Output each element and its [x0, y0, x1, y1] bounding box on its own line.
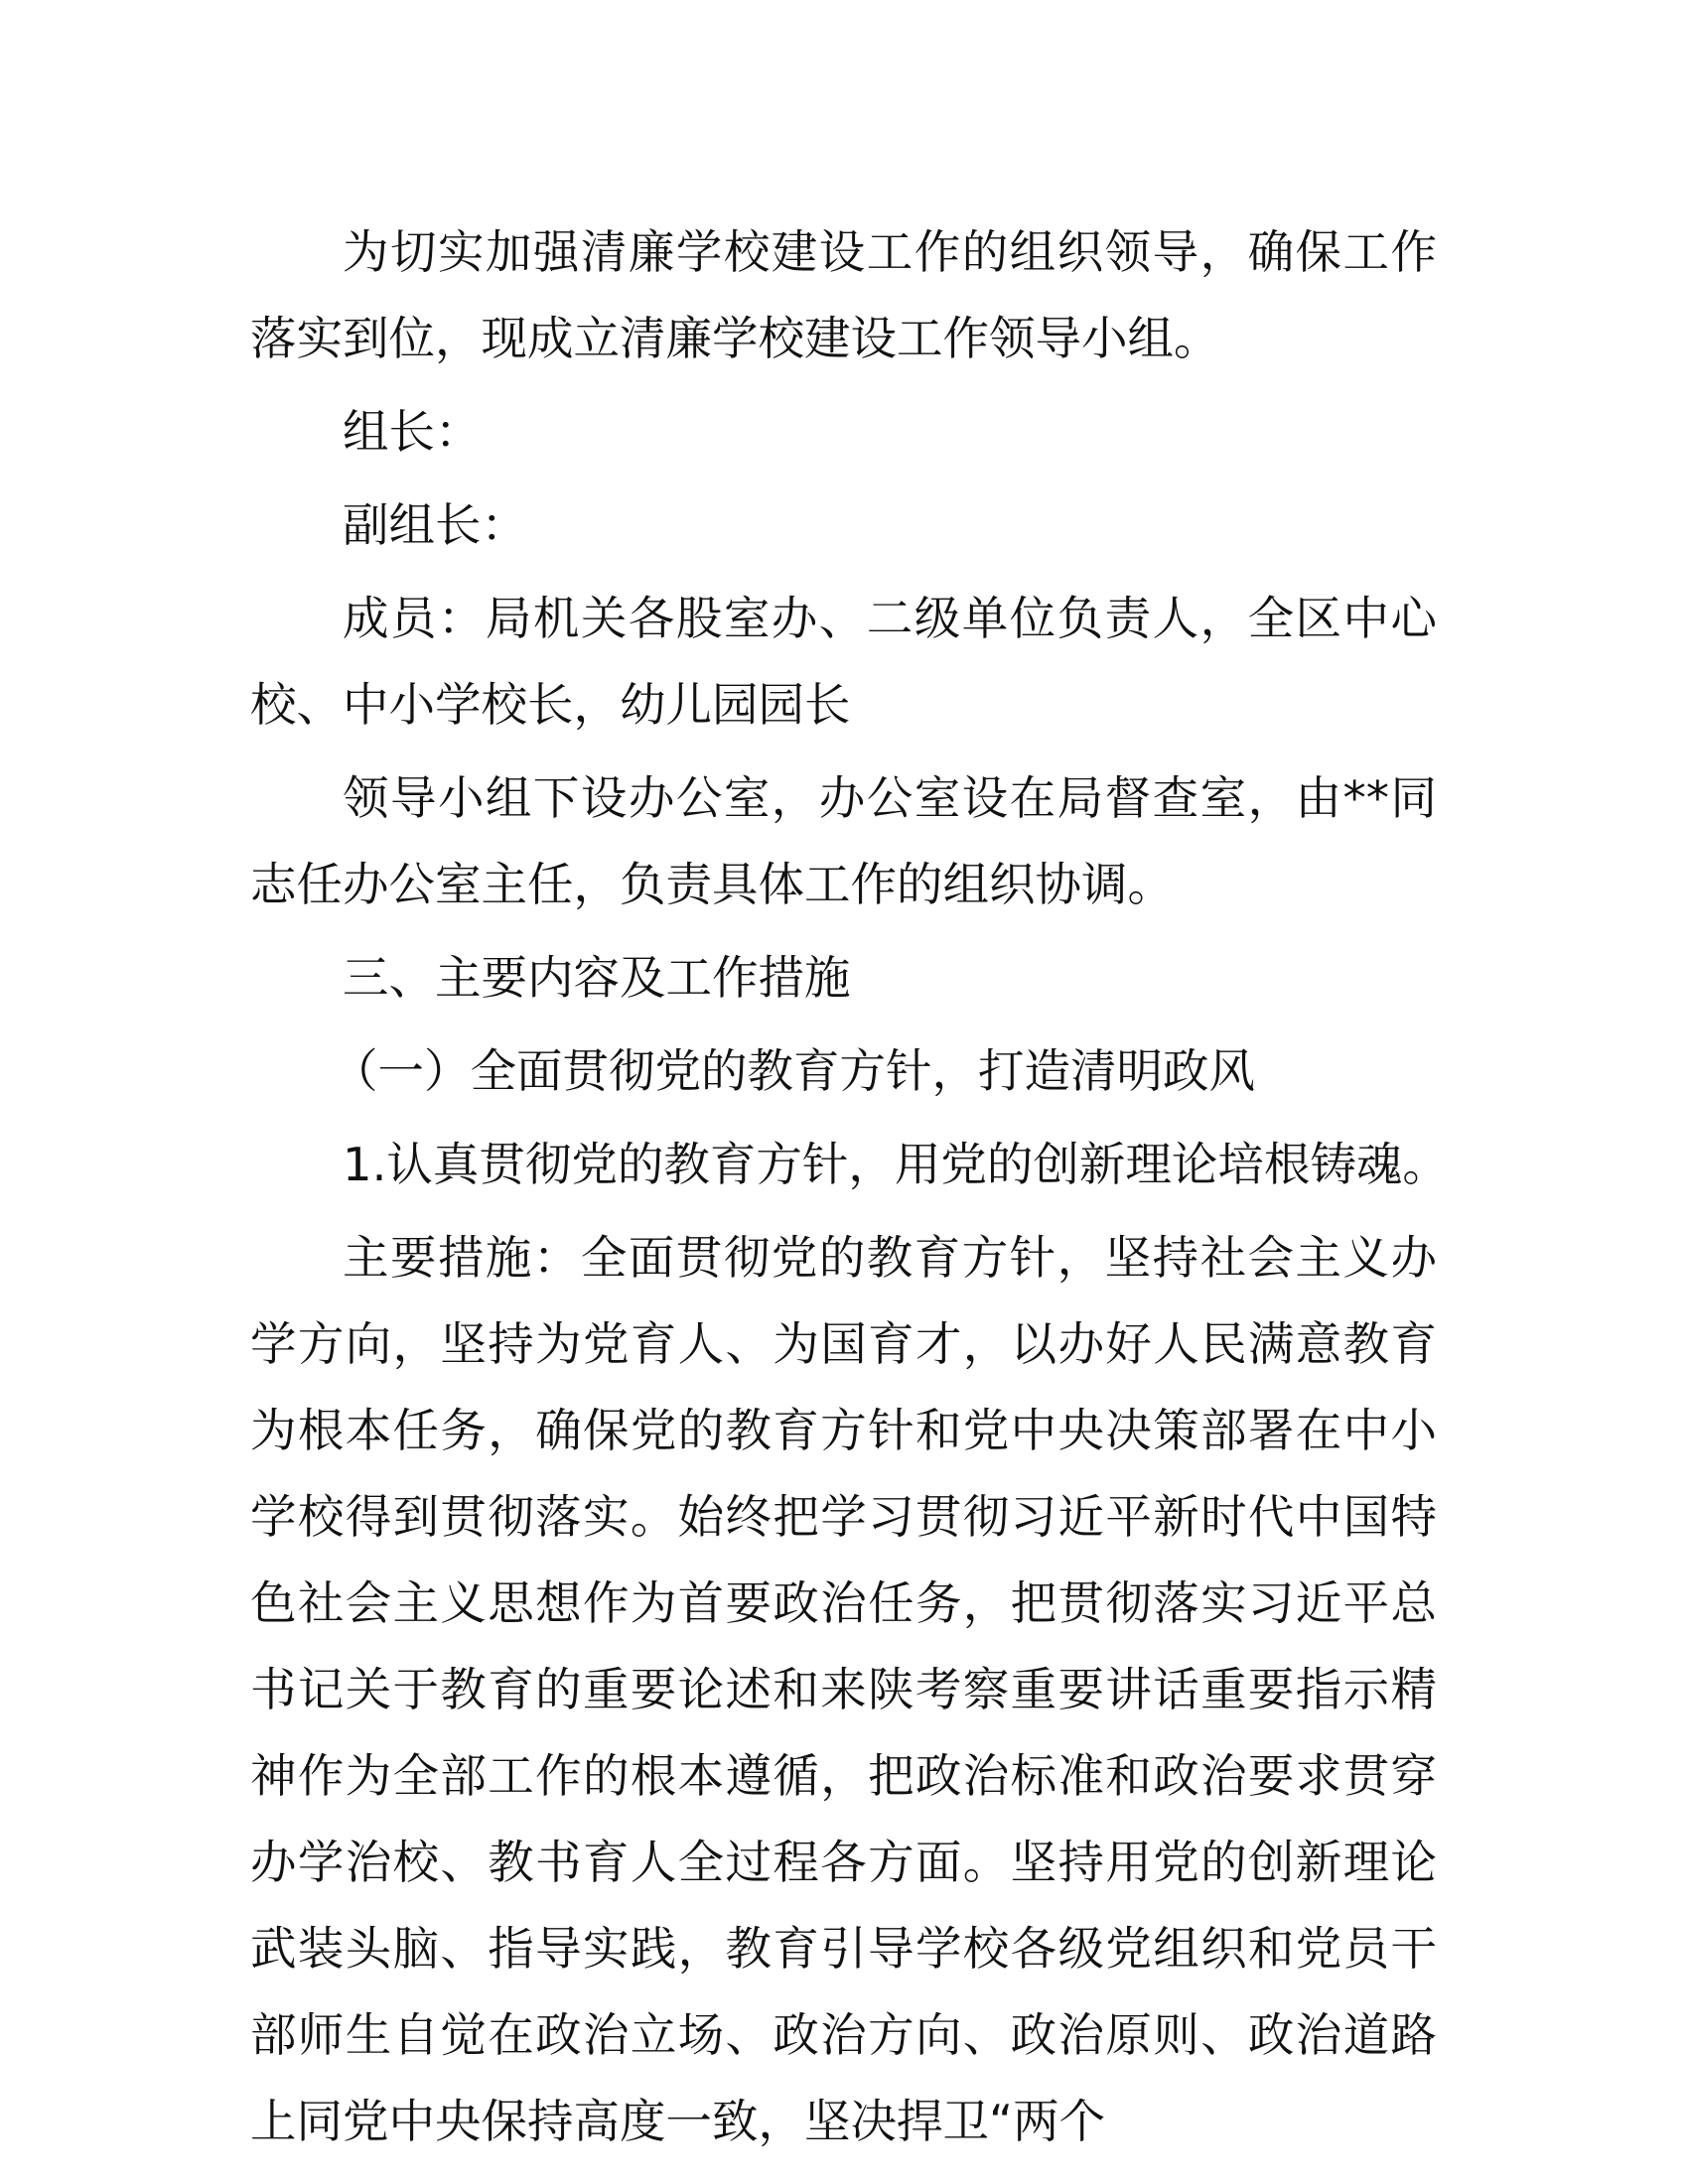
measures-paragraph: 主要措施：全面贯彻党的教育方针，坚持社会主义办学方向，坚持为党育人、为国育才，以办好人民满意教育为根本任务，确保党的教育方针和党中央决策部署在中小学校得到贯彻落实。始终把学习贯彻习近平新时代中国特色社会主义思想作为首要政治任务，把贯彻落实习近平总书记关于教育的重要论述和来陕考察重要讲话重要指示精神作为全部工作的根本遵循，把政治标准和政治要求贯穿办学治校、教书育人全过程各方面。坚持用党的创新理论武装头脑、指导实践，教育引导学校各级党组织和党员干部师生自觉在政治立场、政治方向、政治原则、政治道路上同党中央保持高度一致，坚决捍卫“两个 [250, 1231, 1437, 2148]
document-body [250, 209, 1449, 2172]
section-heading: 三、主要内容及工作措施 [343, 951, 851, 1005]
item-heading: 1.认真贯彻党的教育方针，用党的创新理论培根铸魂。 [343, 1138, 1449, 1191]
subsection-heading: （一）全面贯彻党的教育方针，打造清明政风 [332, 1044, 1255, 1098]
intro-paragraph: 为切实加强清廉学校建设工作的组织领导，确保工作落实到位，现成立清廉学校建设工作领导小组。 [250, 225, 1437, 365]
office-paragraph: 领导小组下设办公室，办公室设在局督查室，由**同志任办公室主任，负责具体工作的组织协调。 [250, 771, 1437, 911]
leader-line: 组长： [343, 405, 482, 459]
members-paragraph: 成员：局机关各股室办、二级单位负责人，全区中心校、中小学校长，幼儿园园长 [250, 592, 1437, 732]
deputy-leader-line: 副组长： [343, 498, 527, 552]
